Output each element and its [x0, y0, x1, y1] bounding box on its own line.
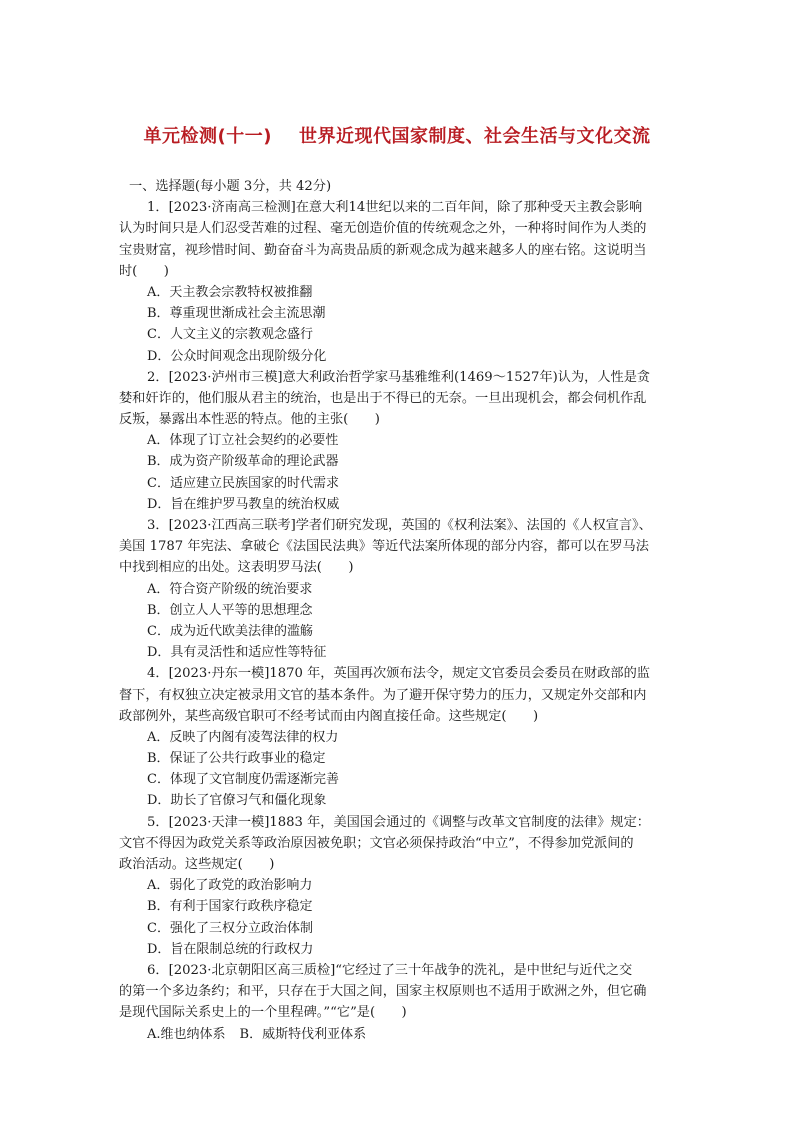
- question-4-option-d: D．助长了官僚习气和僵化现象: [147, 793, 327, 809]
- question-4-line-2: 督下，有权独立决定被录用文官的基本条件。为了避开保守势力的压力，又规定外交部和内: [119, 687, 647, 703]
- question-4: [119, 663, 679, 811]
- question-2-line-1: 2．[2023·泸州市三模]意大利政治哲学家马基雅维利(1469～1527年)认为，人性是贪: [147, 369, 651, 385]
- question-1-option-c: C．人文主义的宗教观念盛行: [147, 327, 313, 343]
- question-3-line-1: 3．[2023·江西高三联考]学者们研究发现，英国的《权利法案》、法国的《人权宣言》、: [147, 518, 652, 533]
- question-3: [119, 515, 679, 663]
- question-1: [119, 197, 679, 367]
- question-3-line-2: 美国 1787 年宪法、拿破仑《法国民法典》等近代法案所体现的部分内容，都可以在罗马法: [119, 539, 649, 555]
- question-1-line-4: 时( ): [119, 263, 169, 279]
- question-1-option-d: D．公众时间观念出现阶级分化: [147, 348, 327, 364]
- question-4-option-b: B．保证了公共行政事业的稳定: [147, 751, 326, 767]
- question-1-option-b: B．尊重现世渐成社会主流思潮: [147, 306, 326, 322]
- section-header: 一、选择题(每小题 3分，共 42分): [129, 179, 332, 194]
- question-6-option-a: A.维也纳体系: [147, 1026, 226, 1042]
- question-2-line-2: 婪和奸诈的，他们服从君主的统治，也是出于不得已的无奈。一旦出现机会，都会伺机作乱: [119, 390, 647, 406]
- question-6-line-1: 6．[2023·北京朝阳区高三质检]“它经过了三十年战争的洗礼，是中世纪与近代之交: [147, 962, 633, 978]
- question-1-option-a: A．天主教会宗教特权被推翻: [147, 284, 313, 300]
- question-5-option-c: C．强化了三权分立政治体制: [147, 920, 313, 936]
- question-1-line-1: 1．[2023·济南高三检测]在意大利14世纪以来的二百年间，除了那种受天主教会影响: [147, 200, 643, 216]
- question-1-line-2: 认为时间只是人们忍受苦难的过程、毫无创造价值的传统观念之外，一种将时间作为人类的: [119, 221, 647, 237]
- question-6-option-b: B．威斯特伐利亚体系: [239, 1026, 367, 1042]
- question-5-line-2: 文官不得因为政党关系等政治原因被免职；文官必须保持政治“中立”，不得参加党派间的: [119, 835, 634, 851]
- question-1-line-3: 宝贵财富，视珍惜时间、勤奋奋斗为高贵品质的新观念成为越来越多人的座右铭。这说明当: [119, 242, 647, 258]
- question-2-option-b: B．成为资产阶级革命的理论武器: [147, 454, 339, 470]
- question-6: [119, 960, 679, 1045]
- question-3-option-a: A．符合资产阶级的统治要求: [147, 581, 313, 597]
- document-body: [119, 176, 679, 1045]
- question-2: [119, 367, 679, 515]
- question-4-option-c: C．体现了文官制度仍需逐渐完善: [147, 772, 339, 788]
- question-5: [119, 812, 679, 960]
- question-5-line-3: 政治活动。这些规定( ): [119, 857, 275, 872]
- question-6-line-2: 的第一个多边条约；和平，只存在于大国之间，国家主权原则也不适用于欧洲之外，但它确: [119, 984, 647, 1000]
- question-5-option-a: A．弱化了政党的政治影响力: [147, 878, 313, 894]
- question-2-option-a: A．体现了订立社会契约的必要性: [147, 433, 339, 449]
- question-3-option-c: C．成为近代欧美法律的滥觞: [147, 623, 313, 639]
- page-title: 单元检测(十一) 世界近现代国家制度、社会生活与文化交流: [143, 126, 651, 147]
- question-3-option-d: D．具有灵活性和适应性等特征: [147, 645, 327, 661]
- question-4-line-1: 4．[2023·丹东一模]1870 年，英国再次颁布法令，规定文官委员会委员在财政部的监: [147, 666, 650, 682]
- question-2-option-c: C．适应建立民族国家的时代需求: [147, 475, 339, 491]
- question-5-option-b: B．有利于国家行政秩序稳定: [147, 899, 313, 915]
- question-2-line-3: 反叛，暴露出本性恶的特点。他的主张( ): [119, 412, 380, 428]
- question-2-option-d: D．旨在维护罗马教皇的统治权威: [147, 496, 340, 512]
- question-3-option-b: B．创立人人平等的思想理念: [147, 602, 313, 618]
- question-5-option-d: D．旨在限制总统的行政权力: [147, 941, 314, 957]
- question-3-line-3: 中找到相应的出处。这表明罗马法( ): [119, 560, 354, 576]
- question-5-line-1: 5．[2023·天津一模]1883 年，美国国会通过的《调整与改革文官制度的法律》规定：: [147, 814, 650, 830]
- question-4-option-a: A．反映了内阁有凌驾法律的权力: [147, 729, 339, 745]
- question-6-line-3: 是现代国际关系史上的一个里程碑。”“它”是( ): [119, 1005, 407, 1021]
- question-6-options-row: [119, 1024, 679, 1045]
- question-4-line-3: 政部例外，某些高级官职可不经考试而由内阁直接任命。这些规定( ): [119, 708, 539, 724]
